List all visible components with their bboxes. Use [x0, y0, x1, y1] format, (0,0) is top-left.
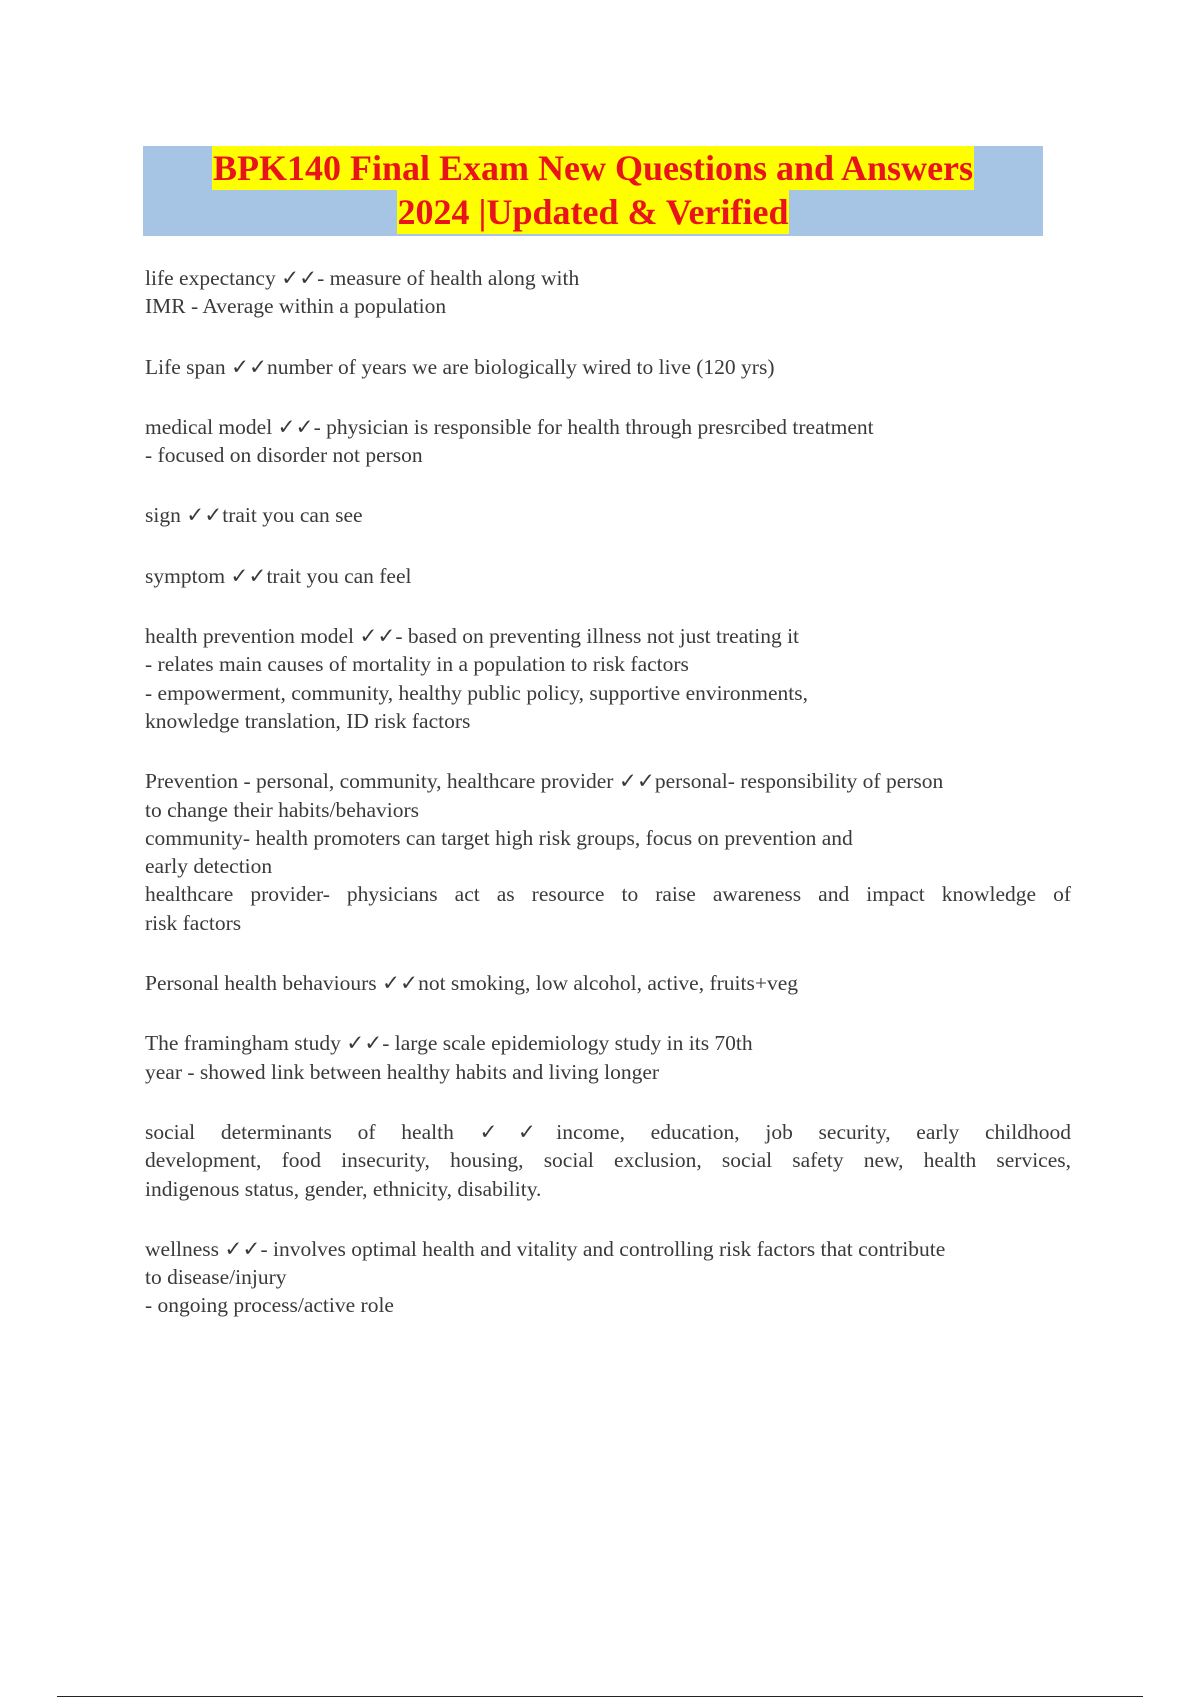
- entry-line: to change their habits/behaviors: [145, 797, 420, 822]
- entry-health-prevention-model: [145, 622, 1071, 735]
- entry-line: - focused on disorder not person: [145, 443, 423, 468]
- entry-line: Life span ✓✓number of years we are biologically wired to live (120 yrs): [145, 354, 775, 379]
- entry-life-expectancy: [145, 264, 1071, 321]
- entry-wellness: [145, 1235, 1071, 1320]
- entry-personal-health-behaviours: [145, 969, 1071, 997]
- document-title-banner: [143, 146, 1043, 236]
- entry-line: medical model ✓✓- physician is responsible for health through presrcibed treatment: [145, 414, 874, 439]
- entry-line: symptom ✓✓trait you can feel: [145, 563, 412, 588]
- document-body: [145, 264, 1071, 1352]
- entry-line: year - showed link between healthy habits and living longer: [145, 1059, 660, 1084]
- page-bottom-divider: [57, 1696, 1143, 1697]
- entry-line: - ongoing process/active role: [145, 1293, 394, 1318]
- entry-framingham-study: [145, 1029, 1071, 1086]
- entry-line: Prevention - personal, community, healthcare provider ✓✓personal- responsibility of person: [145, 769, 944, 794]
- entry-line: wellness ✓✓- involves optimal health and vitality and controlling risk factors that contribute: [145, 1236, 946, 1261]
- entry-line: Personal health behaviours ✓✓not smoking, low alcohol, active, fruits+veg: [145, 971, 799, 996]
- entry-line: to disease/injury: [145, 1265, 287, 1290]
- entry-line: early detection: [145, 854, 273, 879]
- entry-prevention: [145, 767, 1071, 937]
- title-line-2: 2024 |Updated & Verified: [397, 192, 789, 232]
- entry-line: indigenous status, gender, ethnicity, disability.: [145, 1176, 542, 1201]
- entry-line: life expectancy ✓✓- measure of health along with: [145, 266, 580, 290]
- entry-medical-model: [145, 413, 1071, 470]
- entry-line: - empowerment, community, healthy public policy, supportive environments,: [145, 680, 808, 705]
- entry-line: - relates main causes of mortality in a population to risk factors: [145, 652, 689, 677]
- entry-life-span: [145, 353, 1071, 381]
- title-line-1: BPK140 Final Exam New Questions and Answers: [212, 148, 974, 188]
- entry-social-determinants: [145, 1118, 1071, 1203]
- entry-line: health prevention model ✓✓- based on preventing illness not just treating it: [145, 624, 800, 649]
- entry-line: knowledge translation, ID risk factors: [145, 708, 471, 733]
- entry-line: sign ✓✓trait you can see: [145, 503, 363, 528]
- entry-line: community- health promoters can target high risk groups, focus on prevention and: [145, 825, 853, 850]
- entry-sign: [145, 501, 1071, 529]
- entry-line: IMR - Average within a population: [145, 294, 447, 319]
- entry-line: The framingham study ✓✓- large scale epidemiology study in its 70th: [145, 1031, 753, 1056]
- entry-line: healthcare provider- physicians act as resource to raise awareness and impact knowledge of: [145, 882, 1071, 907]
- entry-line: development, food insecurity, housing, social exclusion, social safety new, health services,: [145, 1148, 1071, 1173]
- entry-line: social determinants of health ✓✓income, education, job security, early childhood: [145, 1119, 1071, 1144]
- entry-symptom: [145, 562, 1071, 590]
- entry-line: risk factors: [145, 910, 242, 935]
